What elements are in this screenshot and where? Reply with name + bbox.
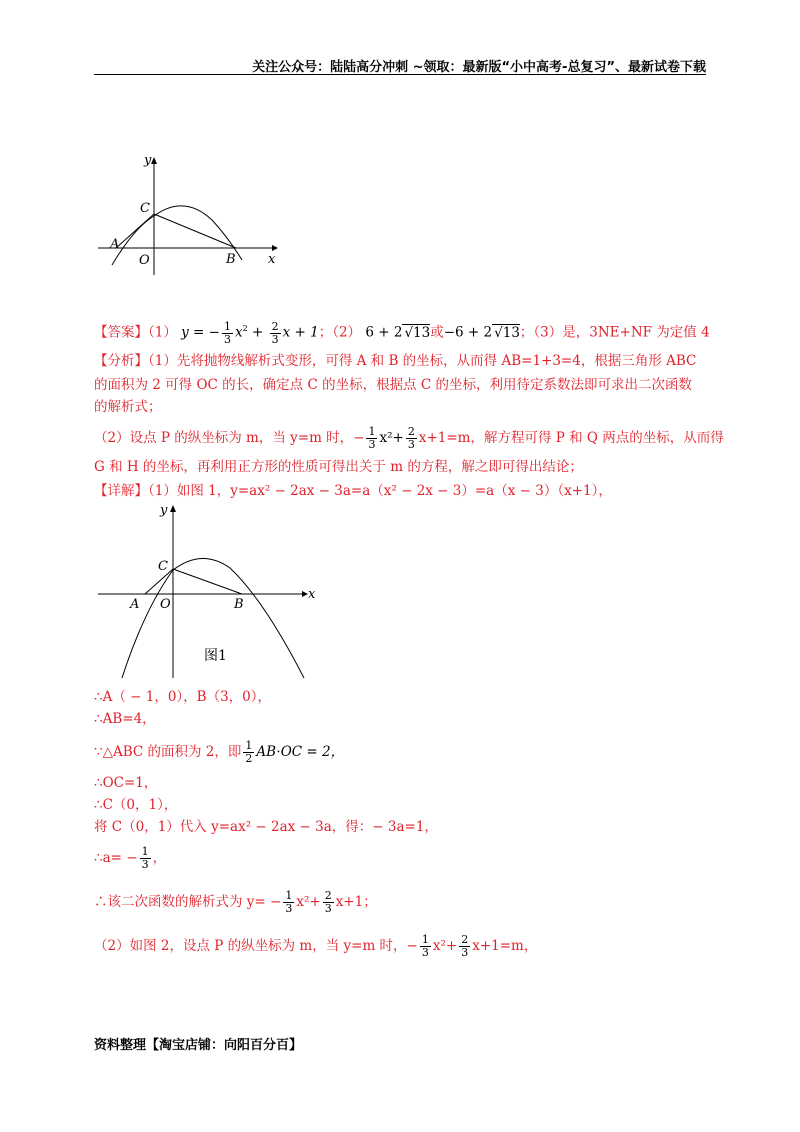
answer-part3: ；（3）是，3NE+NF 为定值 4 xyxy=(519,324,710,341)
label-a: A xyxy=(130,597,140,612)
analysis-line-5: G 和 H 的坐标，再利用正方形的性质可得出关于 m 的方程，解之即可得出结论； xyxy=(94,459,583,475)
page-header: 关注公众号：陆陆高分冲刺 ~领取：最新版“小中高考-总复习”、最新试卷下载 xyxy=(252,60,706,75)
answer-part1-label: （1） xyxy=(148,324,177,341)
answer-line: 【答案】（1） y = − $\frac{1}{3}$ $x^2$ + $\frac{2}{3}$ x + 1；（2） 6 + 2 √13或−6 + 2 √13；（3）是，3NE+NF 为定值 4 xyxy=(94,319,710,346)
label-c: C xyxy=(140,201,150,216)
answer-frac2: $\frac{2}{3}$ xyxy=(271,319,279,346)
step-8: ∴该二次函数的解析式为 y= − $\frac{1}{3}$ x²+ $\frac{2}{3}$ x+1； xyxy=(94,889,377,915)
parabola-curve xyxy=(112,206,242,265)
label-a: A xyxy=(110,237,120,252)
label-y: y xyxy=(144,153,152,168)
step-1: ∴A（ − 1，0），B（3，0）， xyxy=(94,689,272,705)
segment-cb xyxy=(154,214,236,248)
detail-line-1: 【详解】（1）如图 1，y=ax² − 2ax − 3a=a（x² − 2x − 3）=a（x − 3）（x+1）， xyxy=(94,483,612,499)
analysis-line-4: （2）设点 P 的纵坐标为 m，当 y=m 时，− $\frac{1}{3}$ x²+ $\frac{2}{3}$ x+1=m，解方程可得 P 和 Q 两点的坐标，从而得 xyxy=(94,425,724,451)
step-7: ∴a= − $\frac{1}{3}$ ， xyxy=(94,845,167,871)
y-axis-arrow xyxy=(170,505,176,512)
step-3: ∵△ABC 的面积为 2，即 $\frac{1}{2}$ AB⋅OC = 2， xyxy=(94,739,345,765)
answer-2a-sqrt: 13 xyxy=(413,324,431,341)
label-b: B xyxy=(226,252,236,267)
figure-caption: 图1 xyxy=(204,648,227,664)
analysis-line-2: 的面积为 2 可得 OC 的长，确定点 C 的坐标，根据点 C 的坐标，利用待定系数法即可求出二次函数 xyxy=(94,377,692,393)
step-9: （2）如图 2，设点 P 的纵坐标为 m，当 y=m 时，− $\frac{1}{3}$ x²+ $\frac{2}{3}$ x+1=m， xyxy=(94,933,538,959)
answer-tail: x + 1 xyxy=(282,324,319,341)
step-6: 将 C（0，1）代入 y=ax² − 2ax − 3a，得：− 3a=1， xyxy=(94,819,438,835)
answer-2b: −6 + 2 xyxy=(443,324,493,341)
page-footer: 资料整理【淘宝店铺：向阳百分百】 xyxy=(94,1038,303,1053)
header-divider xyxy=(94,74,706,75)
step-5: ∴C（0，1）， xyxy=(94,797,178,813)
label-x: x xyxy=(268,252,276,267)
figure-top xyxy=(94,150,284,280)
y-axis-arrow xyxy=(151,157,157,164)
answer-plus: + xyxy=(247,324,268,341)
label-o: O xyxy=(139,253,150,268)
analysis-line-1: 【分析】（1）先将抛物线解析式变形，可得 A 和 B 的坐标，从而得 AB=1+3=4，根据三角形 ABC xyxy=(94,353,697,369)
label-o: O xyxy=(160,597,171,612)
answer-tag: 【答案】 xyxy=(94,324,148,341)
segment-ca xyxy=(116,214,154,248)
step-4: ∴OC=1， xyxy=(94,775,158,791)
segment-cb xyxy=(173,569,242,594)
answer-sep1: ；（2） xyxy=(318,324,362,341)
answer-eq-start: y = − xyxy=(181,324,220,341)
label-b: B xyxy=(234,597,244,612)
answer-frac1: $\frac{1}{3}$ xyxy=(223,319,231,346)
analysis-line-3: 的解析式； xyxy=(94,399,162,415)
step-2: ∴AB=4， xyxy=(94,711,156,727)
figure-1 xyxy=(94,500,324,680)
answer-x2: x xyxy=(234,324,243,341)
label-c: C xyxy=(158,559,168,574)
label-x: x xyxy=(308,587,316,602)
label-y: y xyxy=(160,503,168,518)
answer-2b-sqrt: 13 xyxy=(502,324,520,341)
x-axis-arrow xyxy=(272,245,278,251)
answer-or: 或 xyxy=(430,324,444,341)
answer-2a: 6 + 2 xyxy=(365,324,403,341)
